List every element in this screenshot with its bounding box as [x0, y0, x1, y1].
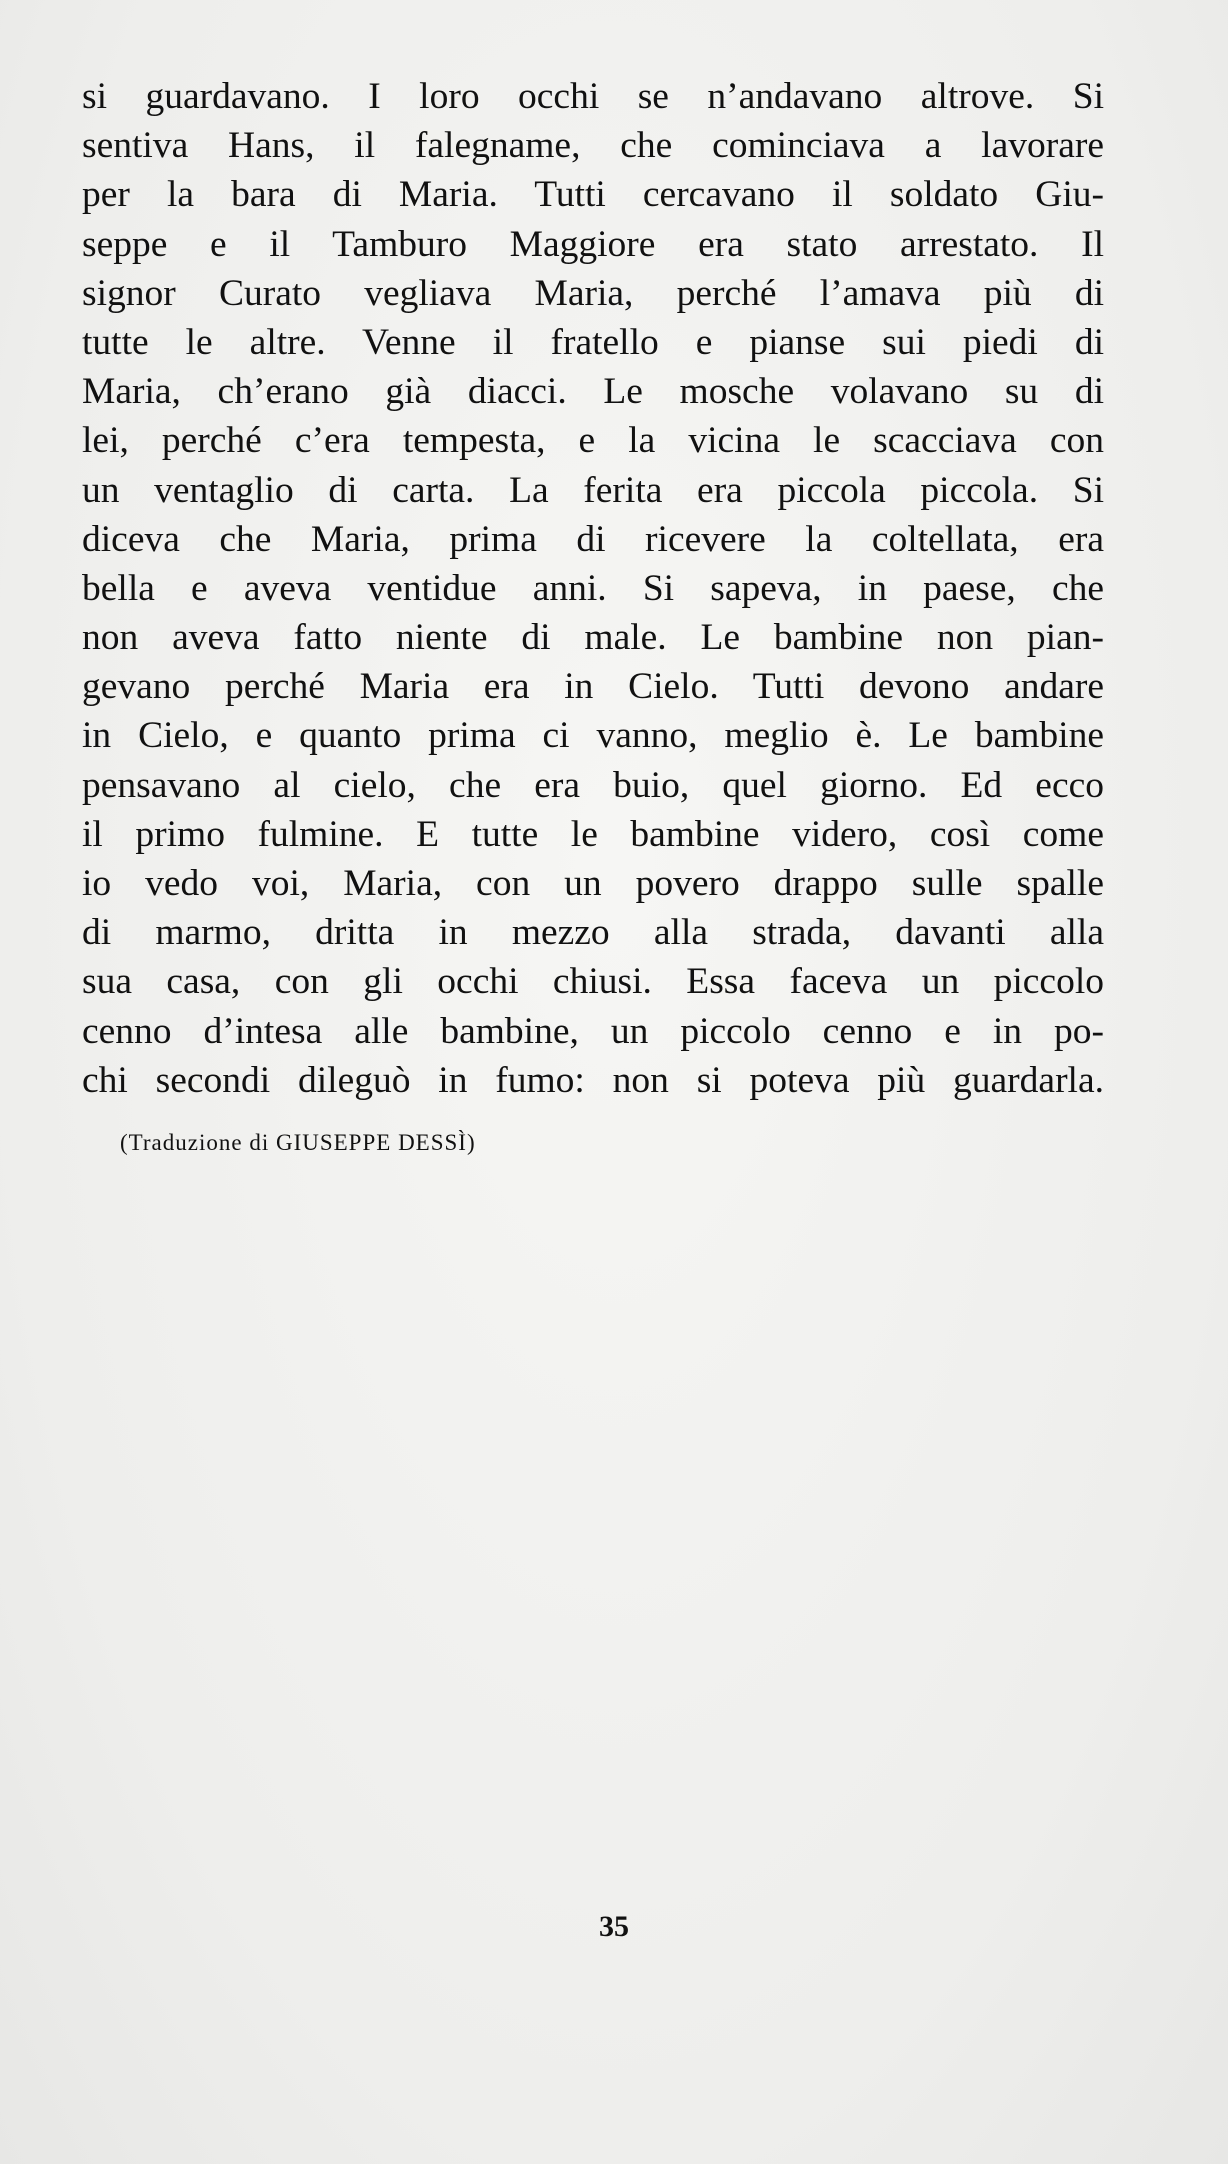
translation-credit: (Traduzione di GIUSEPPE DESSÌ): [120, 1130, 476, 1155]
text-line: pensavano al cielo, che era buio, quel giorno. Ed ecco: [82, 764, 1104, 806]
text-line: non aveva fatto niente di male. Le bambine non pian-: [82, 617, 1104, 659]
text-line: io vedo voi, Maria, con un povero drappo sulle spalle: [82, 863, 1104, 904]
text-line: diceva che Maria, prima di ricevere la coltellata, era: [82, 518, 1104, 560]
text-line: si guardavano. I loro occhi se n’andavano altrove. Si: [82, 76, 1104, 117]
text-line: il primo fulmine. E tutte le bambine videro, così come: [82, 813, 1104, 855]
text-line: gevano perché Maria era in Cielo. Tutti devono andare: [82, 666, 1104, 708]
text-line: Maria, ch’erano già diacci. Le mosche volavano su di: [82, 371, 1104, 413]
text-line: signor Curato vegliava Maria, perché l’amava più di: [82, 272, 1104, 314]
text-line: sua casa, con gli occhi chiusi. Essa faceva un piccolo: [82, 961, 1104, 1003]
text-line: chi secondi dileguò in fumo: non si poteva più guardarla.: [82, 1059, 1104, 1101]
text-line: per la bara di Maria. Tutti cercavano il soldato Giu-: [82, 174, 1104, 216]
text-line: in Cielo, e quanto prima ci vanno, meglio è. Le bambine: [82, 715, 1104, 757]
text-line: di marmo, dritta in mezzo alla strada, davanti alla: [82, 912, 1104, 954]
text-line: cenno d’intesa alle bambine, un piccolo cenno e in po-: [82, 1010, 1104, 1052]
page-number: 35: [599, 1910, 629, 1943]
text-line: un ventaglio di carta. La ferita era piccola piccola. Si: [82, 469, 1104, 511]
text-line: lei, perché c’era tempesta, e la vicina le scacciava con: [82, 420, 1104, 462]
text-line: sentiva Hans, il falegname, che cominciava a lavorare: [82, 125, 1104, 167]
body-text: [82, 72, 1104, 1105]
text-line: seppe e il Tamburo Maggiore era stato arrestato. Il: [82, 223, 1104, 265]
text-line: bella e aveva ventidue anni. Si sapeva, in paese, che: [82, 567, 1104, 609]
text-line: tutte le altre. Venne il fratello e pianse sui piedi di: [82, 321, 1104, 363]
